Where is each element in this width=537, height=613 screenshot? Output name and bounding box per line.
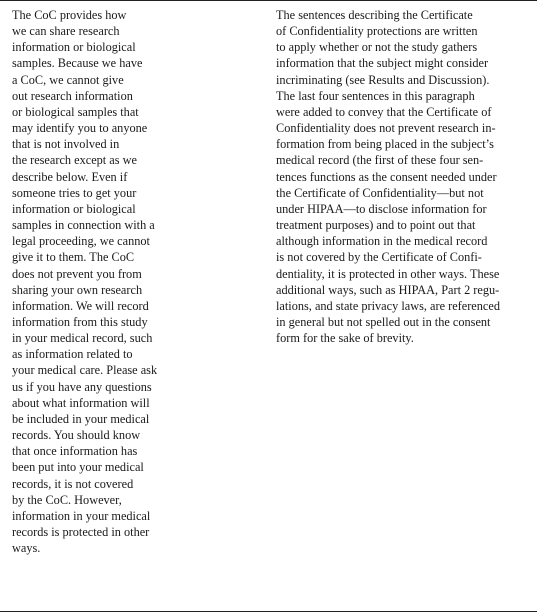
commentary-text-line: under HIPAA—to disclose information for: [276, 201, 487, 216]
commentary-text-line: the Certificate of Confidentiality—but not: [276, 185, 484, 200]
commentary-text-line: Confidentiality does not prevent research in-: [276, 121, 496, 136]
commentary-text-line: formation from being placed in the subject’s: [276, 137, 494, 152]
commentary-text-line: tences functions as the consent needed under: [276, 169, 497, 184]
consent-text-line: we can share research: [12, 24, 120, 39]
consent-text-line: records, it is not covered: [12, 476, 134, 491]
consent-text-line: as information related to: [12, 347, 133, 362]
consent-text-line: a CoC, we cannot give: [12, 72, 124, 87]
commentary-text-line: The sentences describing the Certificate: [276, 8, 473, 22]
consent-text-line: may identify you to anyone: [12, 121, 148, 136]
consent-text-line: out research information: [12, 88, 133, 103]
commentary-text-line: form for the sake of brevity.: [276, 331, 414, 346]
commentary-text-line: lations, and state privacy laws, are referenced: [276, 298, 500, 313]
consent-text-line: samples in connection with a: [12, 218, 155, 233]
commentary-text-line: additional ways, such as HIPAA, Part 2 regu-: [276, 282, 500, 297]
consent-text-line: legal proceeding, we cannot: [12, 234, 150, 249]
consent-text-line: information or biological: [12, 201, 136, 216]
commentary-text-line: medical record (the first of these four sen-: [276, 153, 484, 168]
commentary-text-line: were added to convey that the Certificate of: [276, 104, 492, 119]
consent-text-line: information or biological: [12, 40, 136, 55]
consent-text-column: [12, 7, 177, 556]
consent-text-line: us if you have any questions: [12, 379, 152, 394]
consent-text-line: information in your medical: [12, 508, 151, 523]
commentary-text-line: in general but not spelled out in the consent: [276, 314, 491, 329]
consent-text-line: does not prevent you from: [12, 266, 142, 281]
commentary-text-line: The last four sentences in this paragraph: [276, 88, 475, 103]
consent-text-line: that once information has: [12, 444, 138, 459]
consent-text-line: be included in your medical: [12, 411, 150, 426]
commentary-text-line: treatment purposes) and to point out that: [276, 218, 476, 233]
consent-text-line: about what information will: [12, 395, 150, 410]
commentary-text-line: incriminating (see Results and Discussion).: [276, 72, 490, 87]
commentary-text-line: although information in the medical record: [276, 234, 488, 249]
consent-text-line: samples. Because we have: [12, 56, 143, 71]
consent-text-line: records. You should know: [12, 428, 141, 443]
consent-text-line: give it to them. The CoC: [12, 250, 135, 265]
consent-text-line: information from this study: [12, 314, 148, 329]
consent-text-line: the research except as we: [12, 153, 137, 168]
commentary-text-line: is not covered by the Certificate of Confi-: [276, 250, 482, 265]
consent-text-line: that is not involved in: [12, 137, 120, 152]
consent-text-line: in your medical record, such: [12, 331, 153, 346]
consent-text-line: The CoC provides how: [12, 8, 127, 22]
consent-text-line: or biological samples that: [12, 104, 139, 119]
commentary-text-column: [276, 7, 521, 346]
consent-text-line: someone tries to get your: [12, 185, 137, 200]
consent-text-line: sharing your own research: [12, 282, 143, 297]
consent-text-line: your medical care. Please ask: [12, 363, 158, 378]
commentary-text-line: dentiality, it is protected in other ways. These: [276, 266, 500, 281]
consent-text-line: describe below. Even if: [12, 169, 128, 184]
consent-text-line: information. We will record: [12, 298, 149, 313]
consent-text-line: by the CoC. However,: [12, 492, 122, 507]
consent-text-line: records is protected in other: [12, 525, 150, 539]
consent-text-line: ways.: [12, 541, 41, 556]
commentary-text-line: to apply whether or not the study gathers: [276, 40, 478, 55]
commentary-text-line: of Confidentiality protections are written: [276, 24, 478, 39]
consent-text-line: been put into your medical: [12, 460, 144, 475]
commentary-text-line: information that the subject might consider: [276, 56, 489, 71]
